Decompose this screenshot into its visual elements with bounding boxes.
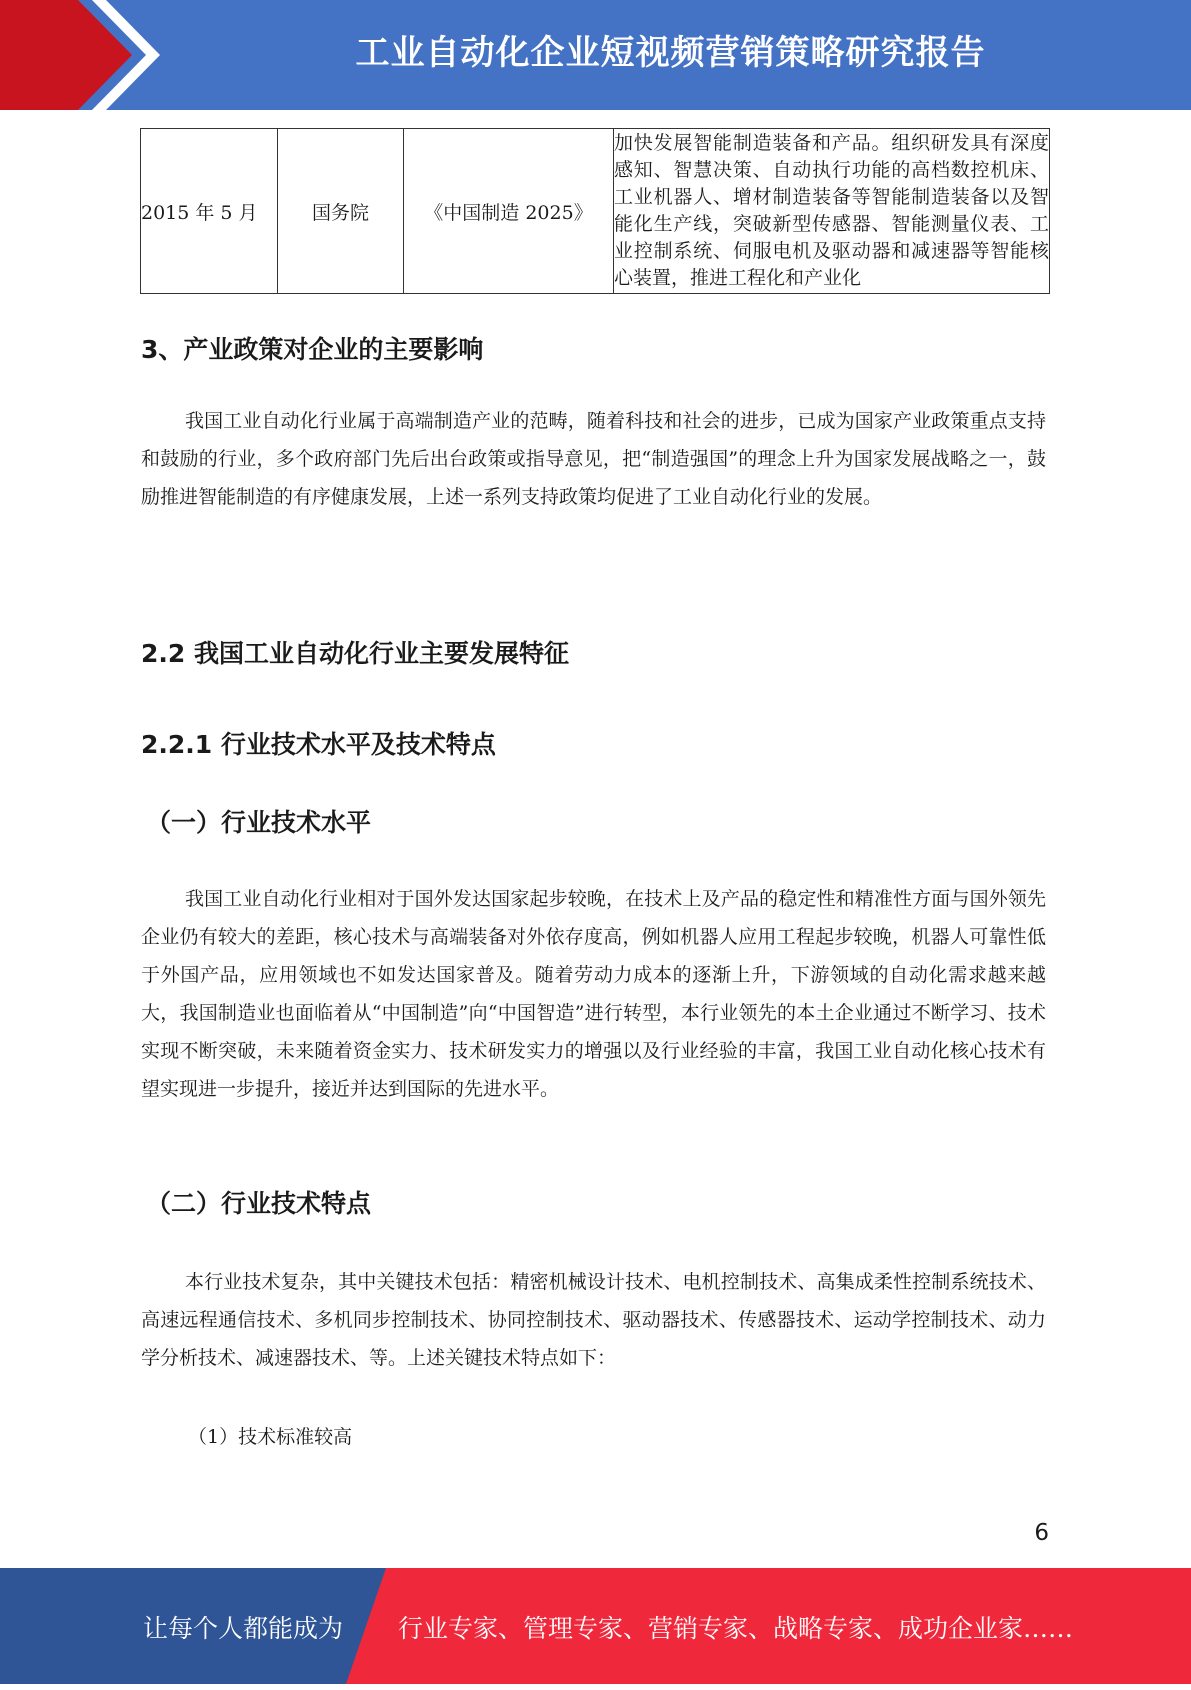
- page-header: [0, 0, 1191, 110]
- policy-table: [140, 128, 1050, 294]
- page-footer: [0, 1568, 1191, 1684]
- list-item-tech-standard: （1）技术标准较高: [188, 1426, 353, 1448]
- cell-policy: 《中国制造 2025》: [404, 129, 614, 294]
- paragraph-tech-features: 本行业技术复杂，其中关键技术包括：精密机械设计技术、电机控制技术、高集成柔性控制系统技术、高速远程通信技术、多机同步控制技术、协同控制技术、驱动器技术、传感器技术、运动学控制技术、动力学分析技术、减速器技术、等。上述关键技术特点如下：: [141, 1271, 1046, 1369]
- cell-issuer: 国务院: [278, 129, 404, 294]
- cell-date: 2015 年 5 月: [141, 129, 278, 294]
- cell-content: 加快发展智能制造装备和产品。组织研发具有深度感知、智慧决策、自动执行功能的高档数控机床、工业机器人、增材制造装备等智能制造装备以及智能化生产线，突破新型传感器、智能测量仪表、工业控制系统、伺服电机及驱动器和减速器等智能核心装置，推进工程化和产业化: [614, 129, 1050, 294]
- heading-tech-features: （二）行业技术特点: [146, 1189, 372, 1218]
- heading-section-2-2: 2.2 我国工业自动化行业主要发展特征: [141, 639, 569, 668]
- page-number: 6: [1034, 1520, 1049, 1546]
- heading-section-2-2-1: 2.2.1 行业技术水平及技术特点: [141, 730, 496, 759]
- heading-section-3: 3、产业政策对企业的主要影响: [141, 335, 484, 364]
- paragraph-section-3: 我国工业自动化行业属于高端制造产业的范畴，随着科技和社会的进步，已成为国家产业政策重点支持和鼓励的行业，多个政府部门先后出台政策或指导意见，把“制造强国”的理念上升为国家发展战略之一，鼓励推进智能制造的有序健康发展，上述一系列支持政策均促进了工业自动化行业的发展。: [141, 410, 1046, 508]
- header-chevron-decoration: [0, 0, 160, 110]
- footer-slogan-left: 让每个人都能成为: [143, 1614, 344, 1643]
- table-row: [141, 129, 1050, 294]
- heading-tech-level: （一）行业技术水平: [146, 808, 372, 837]
- paragraph-tech-level: 我国工业自动化行业相对于国外发达国家起步较晚，在技术上及产品的稳定性和精准性方面与国外领先企业仍有较大的差距，核心技术与高端装备对外依存度高，例如机器人应用工程起步较晚，机器人可靠性低于外国产品，应用领域也不如发达国家普及。随着劳动力成本的逐渐上升，下游领域的自动化需求越来越大，我国制造业也面临着从“中国制造”向“中国智造”进行转型，本行业领先的本土企业通过不断学习、技术实现不断突破，未来随着资金实力、技术研发实力的增强以及行业经验的丰富，我国工业自动化核心技术有望实现进一步提升，接近并达到国际的先进水平。: [141, 888, 1046, 1100]
- report-title: 工业自动化企业短视频营销策略研究报告: [355, 33, 986, 73]
- footer-slogan-right: 行业专家、管理专家、营销专家、战略专家、成功企业家……: [398, 1614, 1074, 1643]
